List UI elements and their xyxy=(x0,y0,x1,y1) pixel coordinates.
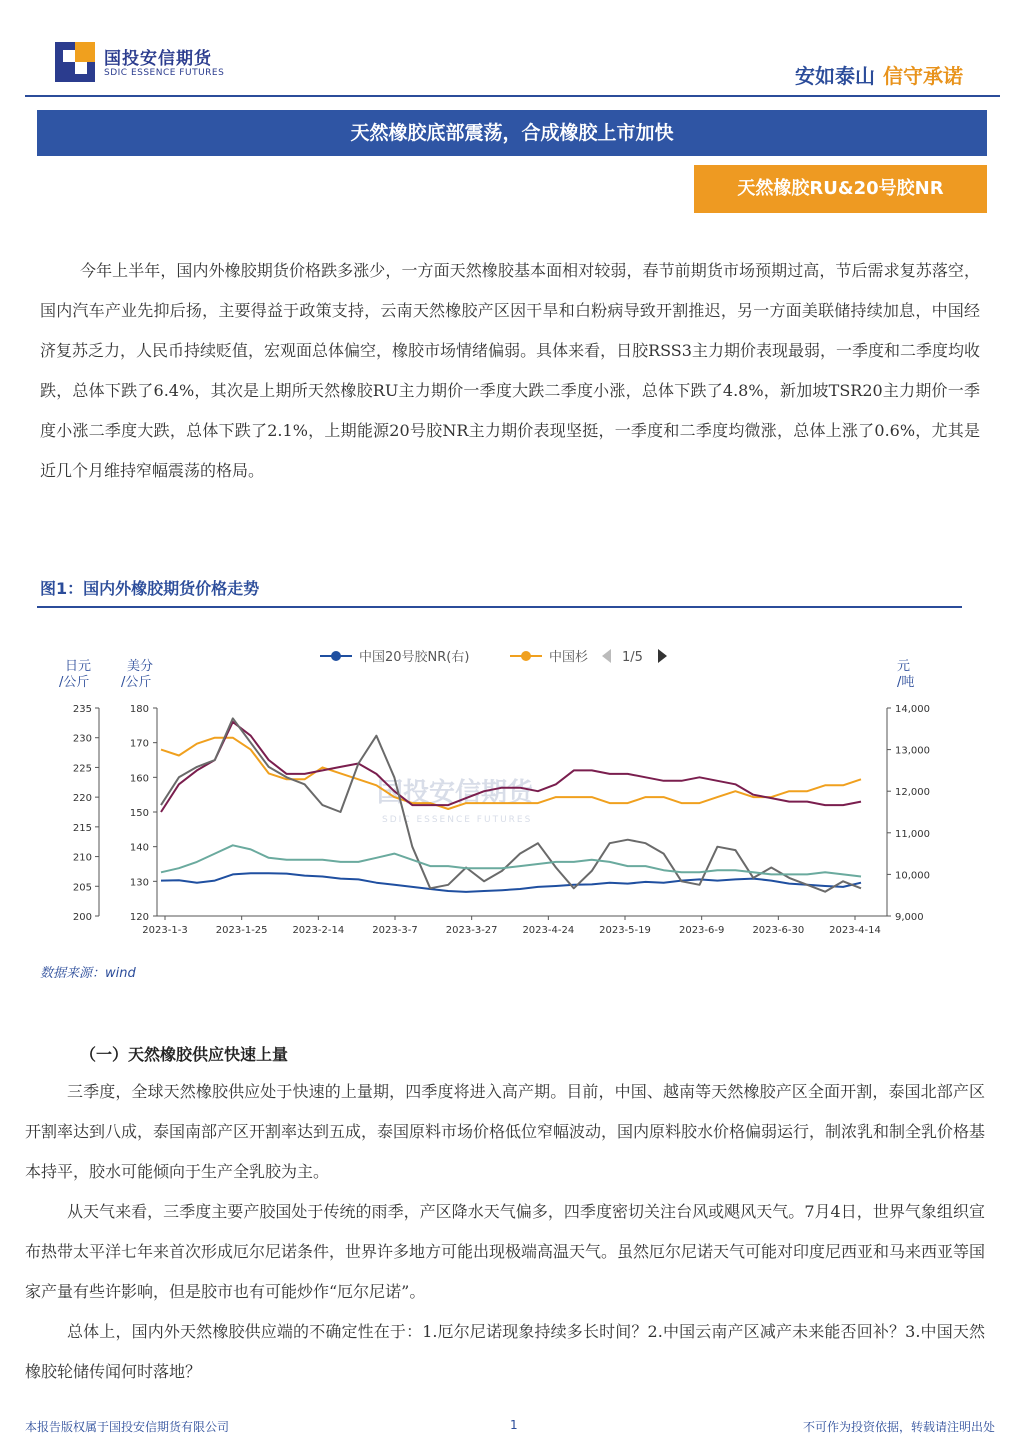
watermark-text: 国投安信期货 xyxy=(377,778,534,808)
tick-label: 9,000 xyxy=(895,912,924,923)
tick-label: 2023-6-30 xyxy=(752,925,805,936)
tick-label: 12,000 xyxy=(895,787,930,799)
tick-label: 220 xyxy=(72,793,92,805)
tick-label: 180 xyxy=(129,704,149,715)
tick-label: 160 xyxy=(129,773,149,785)
tick-label: 2023-5-19 xyxy=(599,925,651,936)
tick-label: 170 xyxy=(129,738,149,750)
data-source: 数据来源：wind xyxy=(40,966,136,981)
tick-label: 11,000 xyxy=(895,828,930,840)
report-subtitle: 天然橡胶RU&20号胶NR xyxy=(694,165,987,213)
section-body xyxy=(25,1072,985,1392)
section-paragraph: 从天气来看，三季度主要产胶国处于传统的雨季，产区降水天气偏多，四季度密切关注台风或飓风天气。7月4日，世界气象组织宣布热带太平洋七年来首次形成厄尔尼诺条件，世界许多地方可能出现极端高温天气。虽然厄尔尼诺天气可能对印度尼西亚和马来西亚等国家产量有些许影响，但是胶市也有可能炒作“厄尔尼诺”。 xyxy=(25,1202,986,1301)
tick-label: 2023-3-27 xyxy=(445,925,498,936)
axis-unit-inner: 美分 xyxy=(127,659,154,674)
tick-label: 130 xyxy=(129,877,149,889)
tick-label: 210 xyxy=(72,852,92,864)
legend-next-icon xyxy=(658,649,667,663)
logo-subtext: SDIC ESSENCE FUTURES xyxy=(104,68,225,78)
watermark-subtext: SDIC ESSENCE FUTURES xyxy=(382,815,533,825)
axis-unit-inner: /公斤 xyxy=(121,675,152,690)
tick-label: 10,000 xyxy=(895,870,930,882)
company-logo-icon xyxy=(55,42,95,82)
axis-unit-outer: 日元 xyxy=(65,659,92,674)
tick-label: 2023-2-14 xyxy=(292,925,345,936)
slogan xyxy=(795,60,963,89)
page-number: 1 xyxy=(510,1418,518,1432)
section-paragraph: 三季度，全球天然橡胶供应处于快速的上量期，四季度将进入高产期。目前，中国、越南等天然橡胶产区全面开割，泰国北部产区开割率达到八成，泰国南部产区开割率达到五成，泰国原料市场价格低位窄幅波动，国内原料胶水价格偏弱运行，制浓乳和制全乳价格基本持平，胶水可能倾向于生产全乳胶为主。 xyxy=(25,1082,986,1181)
tick-label: 2023-4-24 xyxy=(522,925,575,936)
legend-swatch-dot xyxy=(521,651,531,661)
footer-disclaimer: 不可作为投资依据，转载请注明出处 xyxy=(802,1420,995,1434)
tick-label: 150 xyxy=(129,808,149,819)
legend-prev-icon xyxy=(602,649,611,663)
legend-label: 中国20号胶NR(右) xyxy=(359,650,470,665)
tick-label: 215 xyxy=(72,822,92,834)
legend-swatch-dot xyxy=(331,651,341,661)
tick-label: 200 xyxy=(72,912,92,923)
tick-label: 230 xyxy=(72,733,92,745)
tick-label: 2023-3-7 xyxy=(372,925,418,936)
axis-unit-right: /吨 xyxy=(897,675,915,690)
tick-label: 2023-1-3 xyxy=(142,925,188,936)
logo-text: 国投安信期货 xyxy=(104,49,212,69)
report-title: 天然橡胶底部震荡，合成橡胶上市加快 xyxy=(37,110,987,156)
tick-label: 2023-6-9 xyxy=(678,925,725,936)
tick-label: 120 xyxy=(129,912,149,923)
tick-label: 235 xyxy=(72,704,92,715)
tick-label: 2023-1-25 xyxy=(215,925,268,936)
slogan-part-2: 信守承诺 xyxy=(883,64,963,88)
header-divider xyxy=(25,95,1000,97)
figure-title: 图1：国内外橡胶期货价格走势 xyxy=(40,579,260,598)
tick-label: 2023-4-14 xyxy=(829,925,881,936)
tick-label: 140 xyxy=(129,842,149,854)
section-heading: （一）天然橡胶供应快速上量 xyxy=(80,1045,289,1064)
legend-label: 中国杉 xyxy=(549,650,589,665)
tick-label: 14,000 xyxy=(895,704,930,715)
tick-label: 13,000 xyxy=(895,745,930,757)
slogan-part-1: 安如泰山 xyxy=(795,64,875,88)
footer-copyright: 本报告版权属于国投安信期货有限公司 xyxy=(25,1420,230,1434)
axis-unit-outer: /公斤 xyxy=(59,675,90,690)
legend-page: 1/5 xyxy=(622,650,643,665)
tick-label: 205 xyxy=(72,882,92,894)
price-chart xyxy=(37,636,962,948)
section-paragraph: 总体上，国内外天然橡胶供应端的不确定性在于：1.厄尔尼诺现象持续多长时间？2.中国云南产区减产未来能否回补？3.中国天然橡胶轮储传闻何时落地？ xyxy=(25,1322,985,1381)
intro-paragraph: 今年上半年，国内外橡胶期货价格跌多涨少，一方面天然橡胶基本面相对较弱，春节前期货市场预期过高，节后需求复苏落空，国内汽车产业先抑后扬，主要得益于政策支持，云南天然橡胶产区因干旱和白粉病导致开割推迟，另一方面美联储持续加息，中国经济复苏乏力，人民币持续贬值，宏观面总体偏空，橡胶市场情绪偏弱。具体来看，日胶RSS3主力期价表现最弱，一季度和二季度均收跌，总体下跌了6.4%，其次是上期所天然橡胶RU主力期价一季度大跌二季度小涨，总体下跌了4.8%，新加坡TSR20主力期价一季度小涨二季度大跌，总体下跌了2.1%，上期能源20号胶NR主力期价表现坚挺，一季度和二季度均微涨，总体上涨了0.6%，尤其是近几个月维持窄幅震荡的格局。 xyxy=(40,261,980,480)
figure-divider xyxy=(37,606,962,608)
tick-label: 225 xyxy=(72,763,92,775)
axis-unit-right: 元 xyxy=(897,659,911,674)
